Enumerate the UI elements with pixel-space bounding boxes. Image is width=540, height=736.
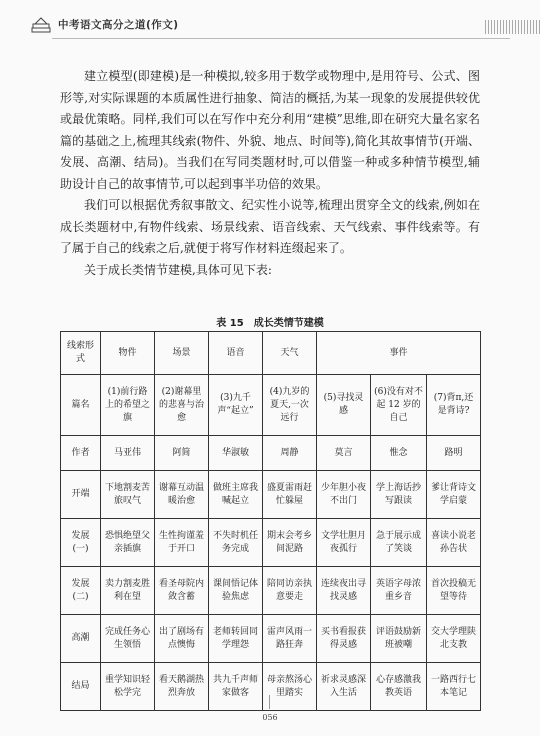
table-cell: 惟念 bbox=[371, 436, 427, 471]
table-cell: (6)没有对不起 12 岁的自己 bbox=[371, 375, 427, 436]
table-cell: 祈求灵感深入生活 bbox=[317, 663, 371, 711]
plot-model-table bbox=[60, 331, 481, 711]
table-cell: (7)背π,还是背诗? bbox=[427, 375, 481, 436]
row-label: 发展(二) bbox=[61, 567, 101, 615]
table-cell: 少年胆小夜不出门 bbox=[317, 471, 371, 519]
table-cell: 恐惧绝望父亲插旗 bbox=[101, 519, 155, 567]
table-cell: 共九千声师家做客 bbox=[209, 663, 263, 711]
table-cell: 急于展示成了笑谈 bbox=[371, 519, 427, 567]
table-cell: 卖力割麦胜利在望 bbox=[101, 567, 155, 615]
table-cell: 谢幕互动温暖治愈 bbox=[155, 471, 209, 519]
table-cell: 生性拘谨羞于开口 bbox=[155, 519, 209, 567]
table-cell: 老师转回同学理怨 bbox=[209, 615, 263, 663]
row-label: 篇名 bbox=[61, 375, 101, 436]
col-header: 天气 bbox=[263, 332, 317, 375]
table-header-row bbox=[61, 332, 481, 375]
table-cell: 看圣母院内敛含蓄 bbox=[155, 567, 209, 615]
table-cell: 文学壮胆月夜孤行 bbox=[317, 519, 371, 567]
col-header: 事件 bbox=[317, 332, 481, 375]
table-caption: 表 15 成长类情节建模 bbox=[216, 318, 324, 329]
page-header bbox=[30, 14, 510, 36]
header-decoration bbox=[485, 20, 540, 34]
table-cell: 心存感激我教英语 bbox=[371, 663, 427, 711]
table-cell: 雷声风雨一路狂奔 bbox=[263, 615, 317, 663]
table-cell: 路明 bbox=[427, 436, 481, 471]
table-cell: 看天鹅湖热烈奔放 bbox=[155, 663, 209, 711]
row-label: 发展(一) bbox=[61, 519, 101, 567]
table-cell: 首次投稿无望等待 bbox=[427, 567, 481, 615]
table-cell: (2)谢幕里的悲喜与治愈 bbox=[155, 375, 209, 436]
table-cell: (5)寻找灵感 bbox=[317, 375, 371, 436]
table-cell: 下地割麦苦旅叹气 bbox=[101, 471, 155, 519]
table-cell: 出了剧场有点懊悔 bbox=[155, 615, 209, 663]
table-cell: 母亲熬汤心里踏实 bbox=[263, 663, 317, 711]
table-cell: 盛夏雷雨赶忙躲屋 bbox=[263, 471, 317, 519]
table-row bbox=[61, 375, 481, 436]
book-stack-icon bbox=[30, 16, 52, 34]
table-cell: 爹让背诗文学启蒙 bbox=[427, 471, 481, 519]
table-cell: 喜读小说老孙告状 bbox=[427, 519, 481, 567]
table-cell: (3)九千声“起立” bbox=[209, 375, 263, 436]
table-cell: 周静 bbox=[263, 436, 317, 471]
row-label: 作者 bbox=[61, 436, 101, 471]
table-cell: 重学知识轻松学完 bbox=[101, 663, 155, 711]
col-header: 场景 bbox=[155, 332, 209, 375]
col-header: 语音 bbox=[209, 332, 263, 375]
table-cell: 学上海话抄写跟读 bbox=[371, 471, 427, 519]
table-cell: 期末会考乡间泥路 bbox=[263, 519, 317, 567]
table-cell: 买书看报获得灵感 bbox=[317, 615, 371, 663]
paragraph: 建立模型(即建模)是一种模拟,较多用于数学或物理中,是用符号、公式、图形等,对实际课题的本质属性进行抽象、简洁的概括,为某一现象的发展提供较优或最优策略。同样,我们可以在写作中充分利用“建模”思维,即在研究大量名家名篇的基础之上,梳理其线索(物件、外貌、地点、时间等),简化其故事情节(开端、发展、高潮、结局)。当我们在写同类题材时,可以借鉴一种或多种情节模型,辅助设计自己的故事情节,可以起到事半功倍的效果。 bbox=[60, 69, 480, 191]
col-header: 物件 bbox=[101, 332, 155, 375]
table-cell: 完成任务心生领悟 bbox=[101, 615, 155, 663]
row-label: 开端 bbox=[61, 471, 101, 519]
row-label: 高潮 bbox=[61, 615, 101, 663]
table-cell: (1)前行路上的希望之旗 bbox=[101, 375, 155, 436]
table-cell: 连续夜出寻找灵感 bbox=[317, 567, 371, 615]
table-cell: 华淑敏 bbox=[209, 436, 263, 471]
col-header: 线索形式 bbox=[61, 332, 101, 375]
table-cell: 阿简 bbox=[155, 436, 209, 471]
page-tick-mark bbox=[269, 695, 270, 709]
table-cell: 交大学理陕北支教 bbox=[427, 615, 481, 663]
page-number: 056 bbox=[262, 713, 278, 722]
table-row bbox=[61, 615, 481, 663]
paragraph: 我们可以根据优秀叙事散文、纪实性小说等,梳理出贯穿全文的线索,例如在成长类题材中,有物件线索、场景线索、语音线索、天气线索、事件线索等。有了属于自己的线索之后,就便于将写作材料连缀起来了。 bbox=[60, 198, 480, 255]
table-row bbox=[61, 436, 481, 471]
table-row bbox=[61, 567, 481, 615]
header-rule bbox=[52, 38, 510, 39]
table-row bbox=[61, 663, 481, 711]
table-cell: (4)九岁的夏天,一次远行 bbox=[263, 375, 317, 436]
row-label: 结局 bbox=[61, 663, 101, 711]
table-cell: 陪同访亲执意要走 bbox=[263, 567, 317, 615]
paragraph: 关于成长类情节建模,具体可见下表: bbox=[84, 262, 272, 277]
header-title: 中考语文高分之道(作文) bbox=[58, 19, 179, 31]
table-cell: 课间悟记体验焦虑 bbox=[209, 567, 263, 615]
table-row bbox=[61, 471, 481, 519]
table-cell: 做班主席我喊起立 bbox=[209, 471, 263, 519]
table-cell: 英语字母浓重乡音 bbox=[371, 567, 427, 615]
table-cell: 马亚伟 bbox=[101, 436, 155, 471]
table-cell: 评语鼓励新班被嘲 bbox=[371, 615, 427, 663]
body-text bbox=[60, 66, 480, 281]
table-cell: 一路西行七本笔记 bbox=[427, 663, 481, 711]
table-row bbox=[61, 519, 481, 567]
table-cell: 莫言 bbox=[317, 436, 371, 471]
table-cell: 不失时机任务完成 bbox=[209, 519, 263, 567]
